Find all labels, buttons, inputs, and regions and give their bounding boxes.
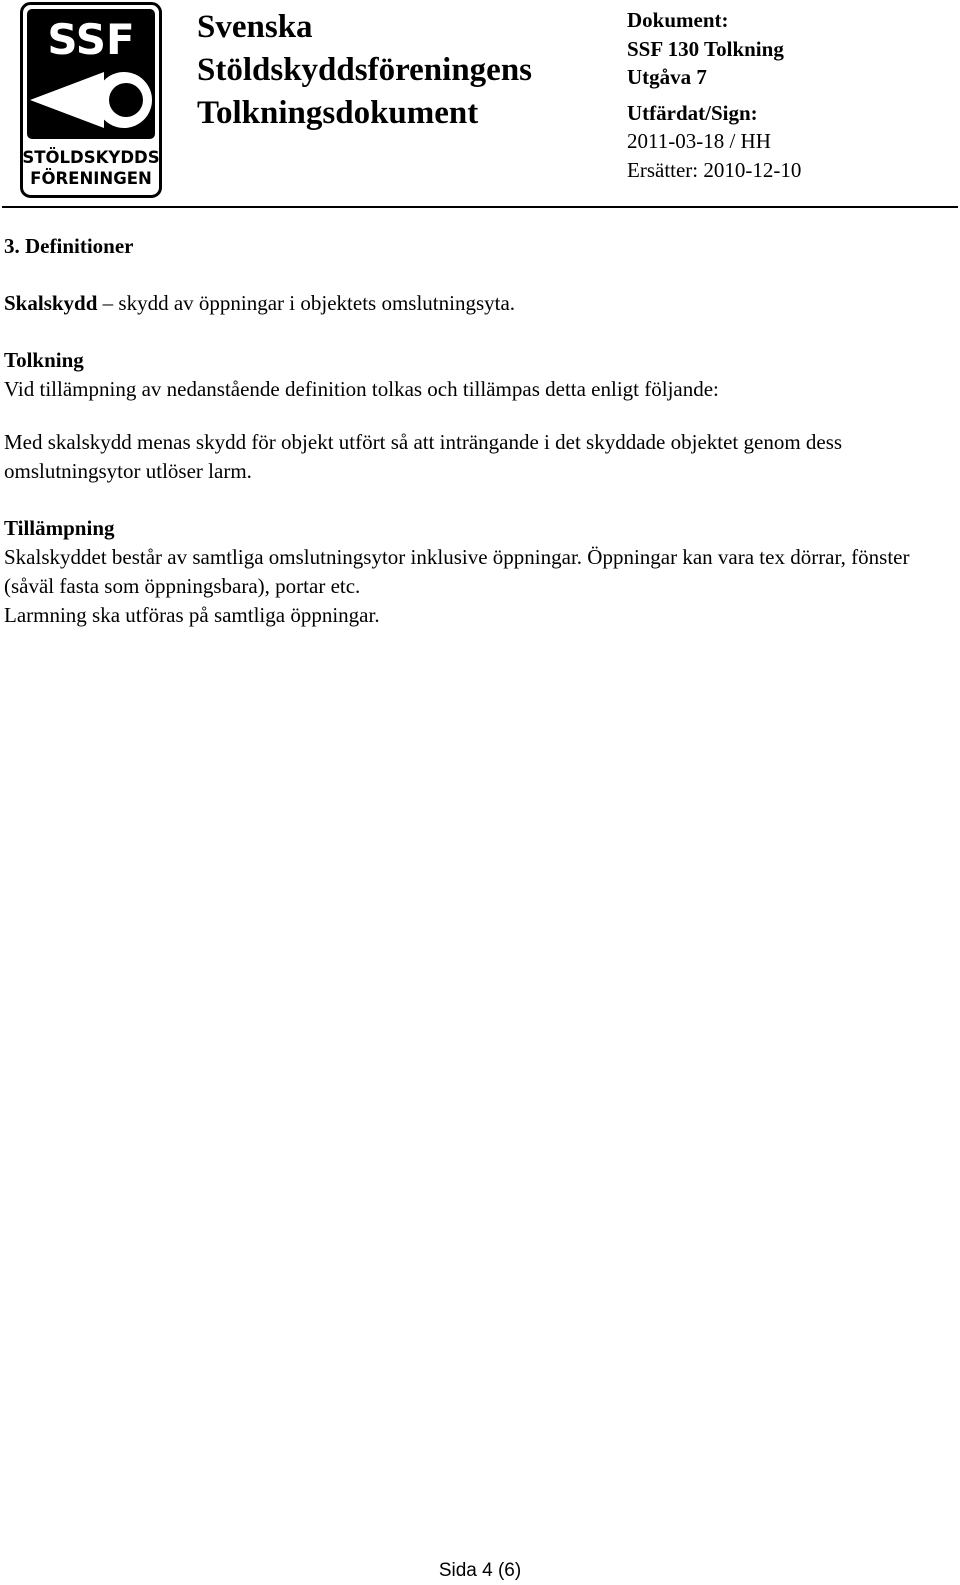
- document-name: SSF 130 Tolkning: [627, 36, 784, 61]
- interpretation-text: Med skalskydd menas skydd för objekt utfört så att inträngande i det skyddade objektet genom dess omslutningsytor utlöser larm.: [4, 430, 843, 483]
- logo-text-line2: FÖRENINGEN: [30, 169, 152, 188]
- document-body: [4, 232, 954, 630]
- ssf-logo-graphic: [20, 2, 162, 198]
- definition-text: – skydd av öppningar i objektets omslutningsyta.: [97, 291, 516, 315]
- definition-term: Skalskydd: [4, 291, 98, 315]
- logo-text-line1: STÖLDSKYDDS: [22, 148, 160, 167]
- interpretation-intro: Vid tillämpning av nedanstående definition tolkas och tillämpas detta enligt följande:: [4, 377, 719, 401]
- application-heading: Tillämpning: [4, 516, 115, 540]
- application-text-2: Larmning ska utföras på samtliga öppningar.: [4, 603, 380, 627]
- logo-text-ssf: SSF: [47, 15, 135, 64]
- definition: [4, 289, 954, 318]
- org-title-line-2: Stöldskyddsföreningens: [197, 52, 533, 88]
- document-label: Dokument:: [627, 8, 729, 32]
- issued-value: 2011-03-18 / HH: [627, 129, 771, 153]
- ssf-logo: [20, 2, 162, 198]
- org-title-line-3: Tolkningsdokument: [197, 95, 479, 131]
- application-text: Skalskyddet består av samtliga omslutningsytor inklusive öppningar. Öppningar kan vara tex dörrar, fönster (såväl fasta som öppningsbara), portar etc.: [4, 545, 910, 598]
- header-divider: [2, 206, 958, 208]
- document-edition: Utgåva 7: [627, 65, 707, 89]
- org-title: [197, 6, 532, 135]
- document-meta: [627, 6, 801, 184]
- org-title-line-1: Svenska: [197, 9, 313, 45]
- issued-label: Utfärdat/Sign:: [627, 100, 758, 125]
- replaces-date: Ersätter: 2010-12-10: [627, 157, 802, 182]
- interpretation-heading: Tolkning: [4, 348, 84, 372]
- section-heading: 3. Definitioner: [4, 234, 134, 258]
- logo-eye-pupil: [109, 83, 143, 117]
- page-number: Sida 4 (6): [438, 1560, 522, 1581]
